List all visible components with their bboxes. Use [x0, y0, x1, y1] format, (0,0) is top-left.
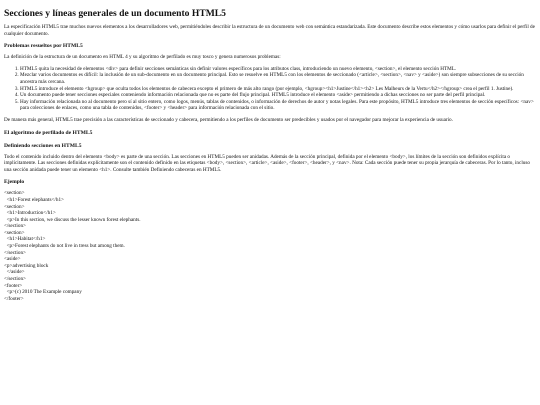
page-title: Secciones y líneas generales de un documento HTML5 [4, 8, 226, 19]
intro-paragraph: La especificación HTML5 trae muchos nuevos elementos a los desarrolladores web, permitiéndoles describir la estructura de un documento web con semántica estandarizada. Este documento describe estos elementos y cómo usarlos para definir el perfil de cualquier documento. [4, 24, 535, 37]
example-code-block: <section> <h1>Forest elephants</h1> <section> <h1>Introduction</h1> <p>In this section, we discuss the lesser known forest elephants. </section> <section> <h1>Habitat</h1> <p>Forest elephants do not live in tress but among them. </section> <aside> <p>advertising block </aside> </section> <footer> <p>(c) 2010 The Example company </footer> [4, 190, 141, 302]
problem-item-2: 2. Mezclar varios documentos es difícil: la inclusión de un sub-documento en un documento principal. Esto se resuelve en HTML5 con los elementos de seccionado (<article>, <section>, <nav> y <aside>) son siempre subsecciones de su sección ancestra más cercana. [20, 72, 536, 85]
problem-item-4: 4. Un documento puede tener secciones especiales conteniendo información relacionada que no es parte del flujo principal. HTML5 introduce el elemento <aside> permitiendo a dichas secciones no ser parte del perfil principal. [20, 92, 536, 99]
problems-summary: De manera más general, HTML5 trae precisión a las características de seccionado y cabecera, permitiendo a los perfiles de documento ser predecibles y usados por el navegador para mejorar la experiencia de usuario. [4, 116, 453, 123]
problems-heading: Problemas resueltos por HTML5 [4, 43, 83, 50]
defining-sections-heading: Definiendo secciones en HTML5 [4, 142, 82, 149]
problems-intro: La definición de la estructura de un documento en HTML 4 y su algoritmo de perfilado es muy tosco y genera numerosos problemas: [4, 54, 281, 61]
example-heading: Ejemplo [4, 179, 25, 186]
problem-item-5: 5. Hay información relacionada no al documento pero sí al sitio entero, como logos, menús, tablas de contenidos, o información de derechos de autor y notas legales. Para este propósito, HTML5 introduce tres elementos de sección específicos: <nav> para colecciones de enlaces, como una tabla de contenidos, <footer> y <header> para información relacionada con el sitio. [20, 99, 536, 112]
problem-item-3: 3. HTML5 introduce el elemento <hgroup> que oculta todos los elementos de cabecera excepto el primero de más alto rango (por ejemplo, <hgroup><h1>Justine</h1><h2> Les Malheurs de la Vertu</h2></hgroup> crea el perfil 1. Justine). [20, 86, 536, 93]
problem-item-1: 1. HTML5 quita la necesidad de elementos <div> para definir secciones semánticas sin definir valores específicos para los atributos class, introduciendo un nuevo elemento, <section>, el elemento sección HTML. [20, 66, 536, 73]
algorithm-heading: El algoritmo de perfilado de HTML5 [4, 129, 93, 136]
problems-list [4, 66, 536, 112]
defining-sections-paragraph: Todo el contenido incluido dentro del elemento <body> es parte de una sección. Las secciones en HTML5 pueden ser anidadas. Además de la sección principal, definida por el elemento <body>, los límites de la sección son definidos explícita o implícitamente. Las secciones definidas explícitamente son el contenido definido en las etiquetas <body>, <section>, <article>, <aside>, <footer>, <header>, y <nav>. Nota: Cada sección puede tener su propia jerarquía de cabeceras. Por lo tanto, incluso una sección anidada puede tener un elemento <h1>. Consulte también Definiendo cabeceras en HTML5. [4, 153, 530, 173]
